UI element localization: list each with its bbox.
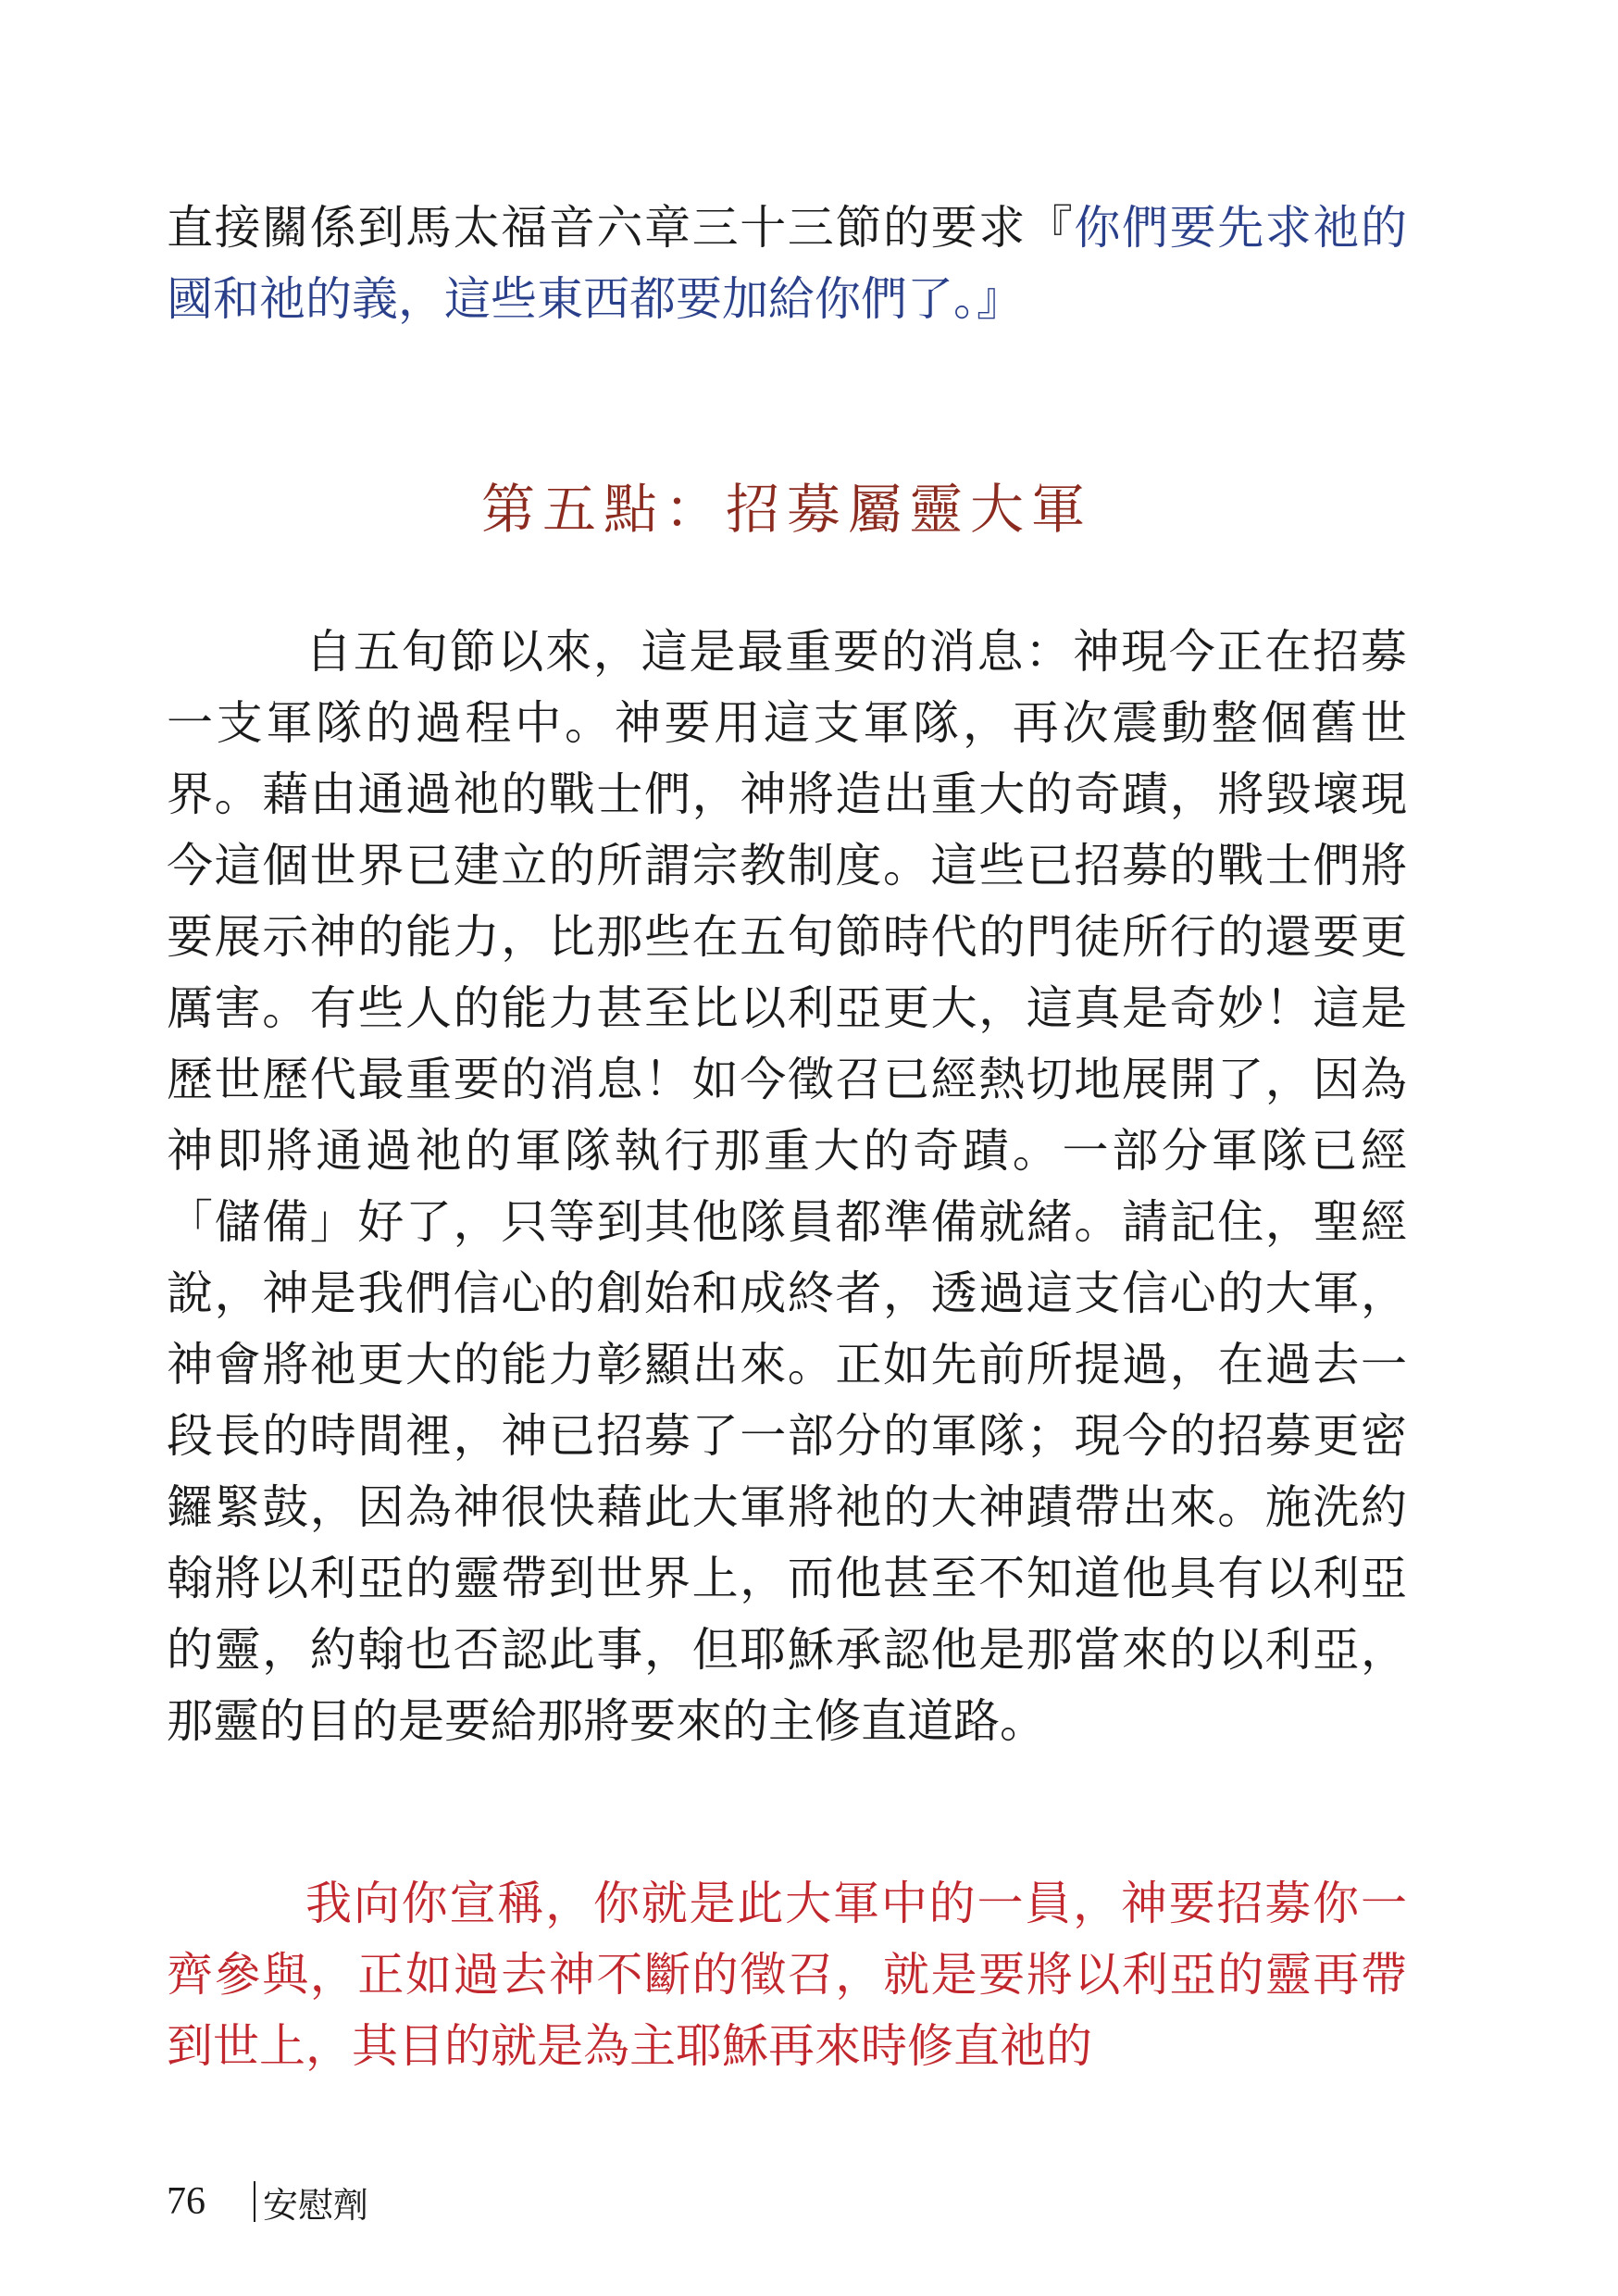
scripture-quote: 你們要先求祂的國和祂的義，這些東西都要加給你們了。』 (167, 201, 1408, 326)
emphasis-paragraph: 我向你宣稱，你就是此大軍中的一員，神要招募你一齊參與，正如過去神不斷的徵召，就是要將以利亞的靈再帶到世上，其目的就是為主耶穌再來時修直祂的 (167, 1877, 1407, 2073)
running-title: 安慰劑 (263, 2184, 369, 2226)
section-heading: 第五點：招募屬靈大軍 (480, 478, 1092, 541)
page-number: 76 (167, 2180, 205, 2223)
intro-paragraph (167, 193, 1407, 335)
body-paragraph: 自五旬節以來，這是最重要的消息：神現今正在招募一支軍隊的過程中。神要用這支軍隊，再次震動整個舊世界。藉由通過祂的戰士們，神將造出重大的奇蹟，將毀壞現今這個世界已建立的所謂宗教制度。這些已招募的戰士們將要展示神的能力，比那些在五旬節時代的門徒所行的還要更厲害。有些人的能力甚至比以利亞更大，這真是奇妙！這是歷世歷代最重要的消息！如今徵召已經熱切地展開了，因為神即將通過祂的軍隊執行那重大的奇蹟。一部分軍隊已經「儲備」好了，只等到其他隊員都準備就緒。請記住，聖經說，神是我們信心的創始和成終者，透過這支信心的大軍，神會將祂更大的能力彰顯出來。正如先前所提過，在過去一段長的時間裡，神已招募了一部分的軍隊；現今的招募更密鑼緊鼓，因為神很快藉此大軍將祂的大神蹟帶出來。施洗約翰將以利亞的靈帶到世界上，而他甚至不知道他具有以利亞的靈，約翰也否認此事，但耶穌承認他是那當來的以利亞，那靈的目的是要給那將要來的主修直道路。 (167, 625, 1407, 1748)
intro-lead-text: 直接關係到馬太福音六章三十三節的要求『 (167, 201, 1075, 255)
footer-divider (254, 2181, 255, 2222)
page-footer (167, 2174, 368, 2229)
